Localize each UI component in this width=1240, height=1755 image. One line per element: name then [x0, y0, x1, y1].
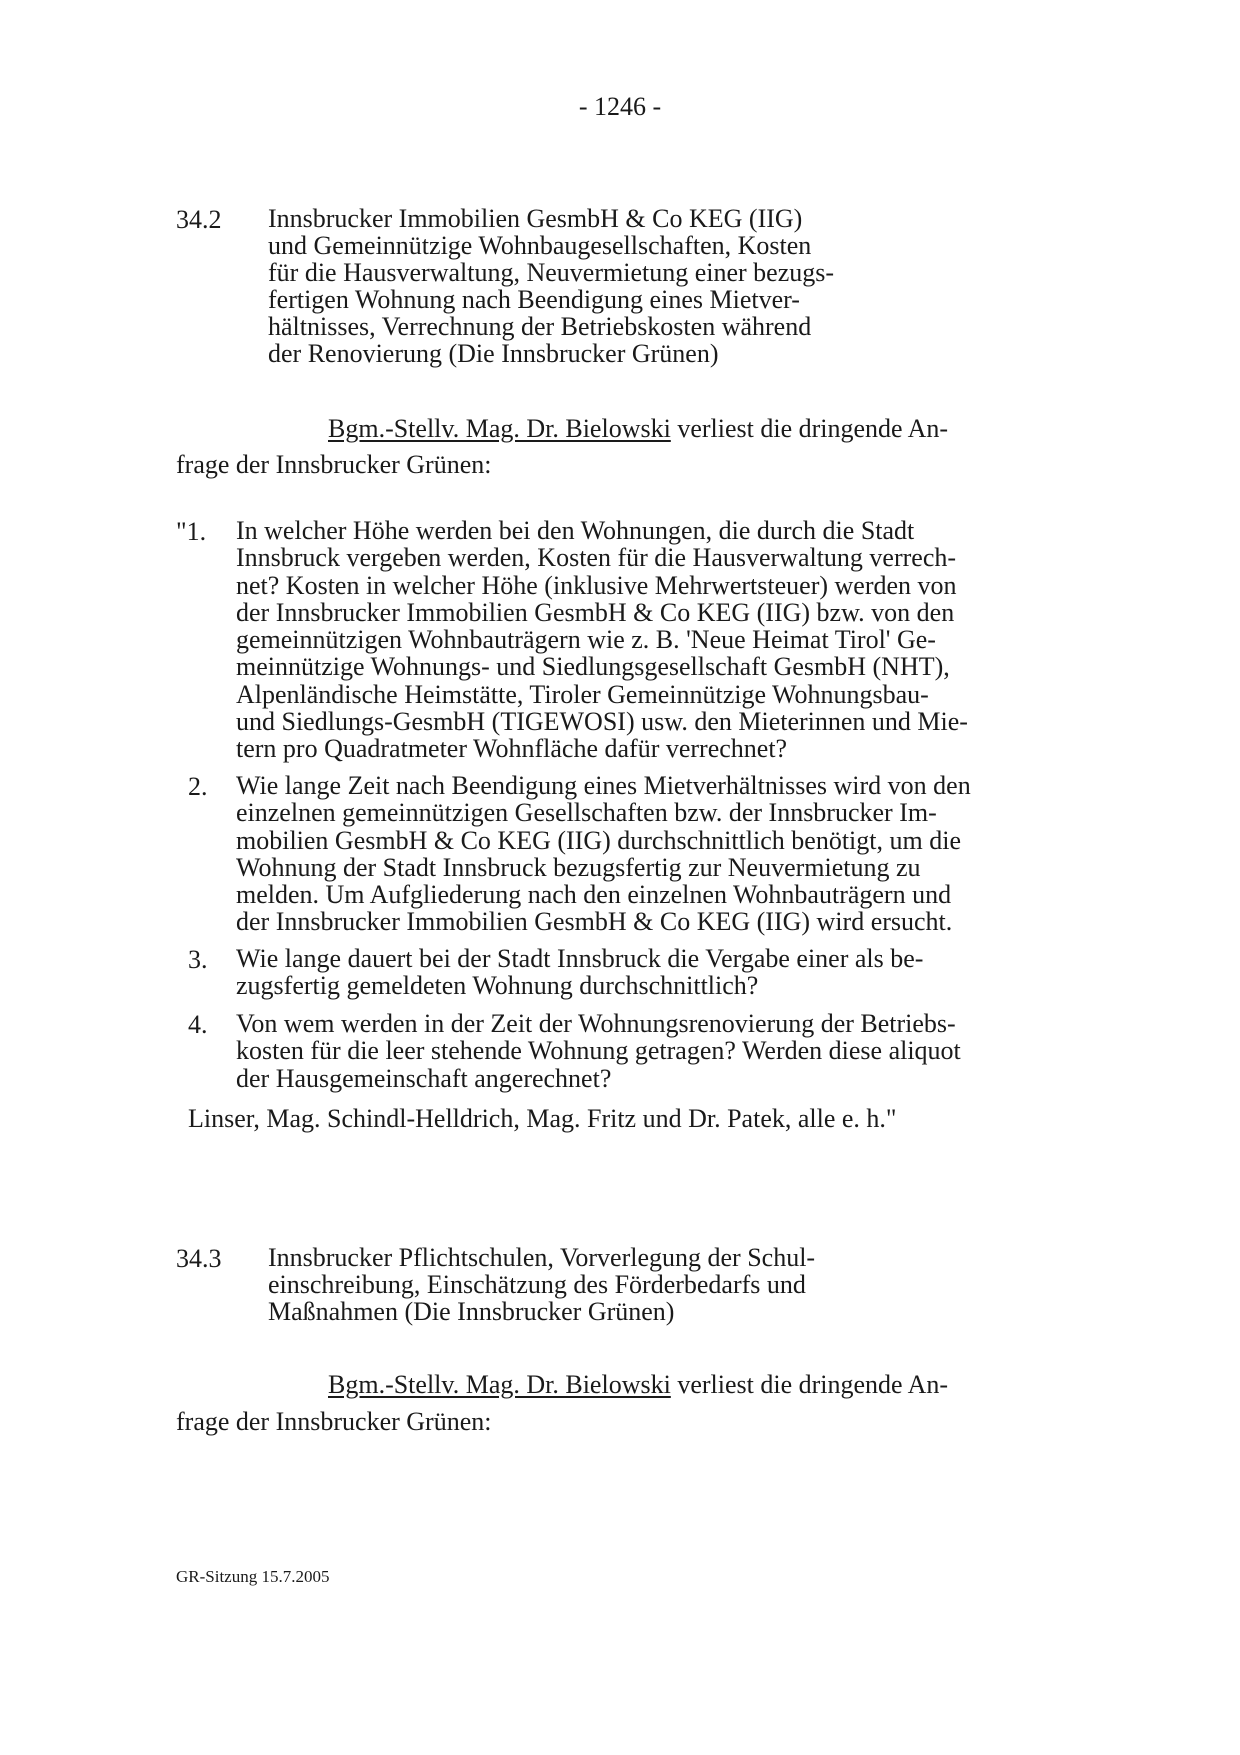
- section-title-line: der Renovierung (Die Innsbrucker Grünen): [268, 339, 719, 368]
- intro-paragraph-cont: frage der Innsbrucker Grünen:: [176, 450, 492, 479]
- question-line: net? Kosten in welcher Höhe (inklusive Mehrwertsteuer) werden von: [236, 570, 957, 600]
- question-number: 4.: [188, 1010, 208, 1039]
- question-line: zugsfertig gemeldeten Wohnung durchschnittlich?: [236, 971, 759, 1001]
- section-title-line: Innsbrucker Pflichtschulen, Vorverlegung der Schul-: [268, 1243, 816, 1272]
- question-text: [236, 517, 968, 763]
- question-line: einzelnen gemeinnützigen Gesellschaften bzw. der Innsbrucker Im-: [236, 798, 937, 828]
- question-line: Alpenländische Heimstätte, Tiroler Gemeinnützige Wohnungsbau-: [236, 679, 929, 709]
- intro-paragraph-cont: frage der Innsbrucker Grünen:: [176, 1407, 492, 1436]
- question-line: Wohnung der Stadt Innsbruck bezugsfertig zur Neuvermietung zu: [236, 852, 921, 882]
- question-line: mobilien GesmbH & Co KEG (IIG) durchschnittlich benötigt, um die: [236, 825, 961, 855]
- question-line: In welcher Höhe werden bei den Wohnungen, die durch die Stadt: [236, 516, 915, 545]
- question-line: der Hausgemeinschaft angerechnet?: [236, 1063, 612, 1093]
- speaker-name: Bgm.-Stellv. Mag. Dr. Bielowski: [328, 414, 671, 443]
- question-line: und Siedlungs-GesmbH (TIGEWOSI) usw. den Mieterinnen und Mie-: [236, 707, 968, 737]
- question-line: kosten für die leer stehende Wohnung getragen? Werden diese aliquot: [236, 1036, 961, 1066]
- question-number: 2.: [188, 772, 208, 801]
- section-title: [268, 205, 834, 367]
- question-line: melden. Um Aufgliederung nach den einzelnen Wohnbauträgern und: [236, 880, 952, 910]
- question-line: der Innsbrucker Immobilien GesmbH & Co KEG (IIG) bzw. von den: [236, 597, 955, 627]
- intro-paragraph: [328, 414, 948, 444]
- section-title: [268, 1244, 815, 1325]
- section-number: 34.3: [176, 1244, 222, 1273]
- question-line: gemeinnützigen Wohnbauträgern wie z. B. 'Neue Heimat Tirol' Ge-: [236, 625, 936, 655]
- intro-text: verliest die dringende An-: [670, 414, 949, 443]
- question-line: Innsbruck vergeben werden, Kosten für die Hausverwaltung verrech-: [236, 543, 957, 573]
- intro-text: verliest die dringende An-: [670, 1370, 949, 1399]
- section-title-line: hältnisses, Verrechnung der Betriebskosten während: [268, 312, 812, 341]
- question-number: "1.: [176, 517, 207, 546]
- question-text: [236, 1010, 961, 1092]
- section-title-line: einschreibung, Einschätzung des Förderbedarfs und: [268, 1270, 806, 1299]
- section-title-line: Innsbrucker Immobilien GesmbH & Co KEG (IIG): [268, 204, 803, 233]
- section-number: 34.2: [176, 205, 222, 234]
- question-line: Wie lange dauert bei der Stadt Innsbruck die Vergabe einer als be-: [236, 944, 924, 973]
- question-text: [236, 772, 971, 936]
- question-text: [236, 945, 923, 1000]
- question-line: der Innsbrucker Immobilien GesmbH & Co KEG (IIG) wird ersucht.: [236, 907, 953, 937]
- question-line: Von wem werden in der Zeit der Wohnungsrenovierung der Betriebs-: [236, 1009, 956, 1038]
- section-title-line: und Gemeinnützige Wohnbaugesellschaften, Kosten: [268, 231, 812, 260]
- footer: GR-Sitzung 15.7.2005: [176, 1567, 330, 1586]
- question-line: meinnützige Wohnungs- und Siedlungsgesellschaft GesmbH (NHT),: [236, 652, 950, 682]
- question-line: tern pro Quadratmeter Wohnfläche dafür verrechnet?: [236, 734, 788, 764]
- question-number: 3.: [188, 945, 208, 974]
- signatures: Linser, Mag. Schindl-Helldrich, Mag. Fritz und Dr. Patek, alle e. h.": [188, 1104, 897, 1133]
- section-title-line: für die Hausverwaltung, Neuvermietung einer bezugs-: [268, 258, 835, 287]
- intro-paragraph: [328, 1370, 948, 1400]
- section-title-line: fertigen Wohnung nach Beendigung eines Mietver-: [268, 285, 800, 314]
- section-title-line: Maßnahmen (Die Innsbrucker Grünen): [268, 1297, 675, 1326]
- page-number: - 1246 -: [578, 92, 662, 121]
- speaker-name: Bgm.-Stellv. Mag. Dr. Bielowski: [328, 1370, 671, 1399]
- question-line: Wie lange Zeit nach Beendigung eines Mietverhältnisses wird von den: [236, 771, 971, 800]
